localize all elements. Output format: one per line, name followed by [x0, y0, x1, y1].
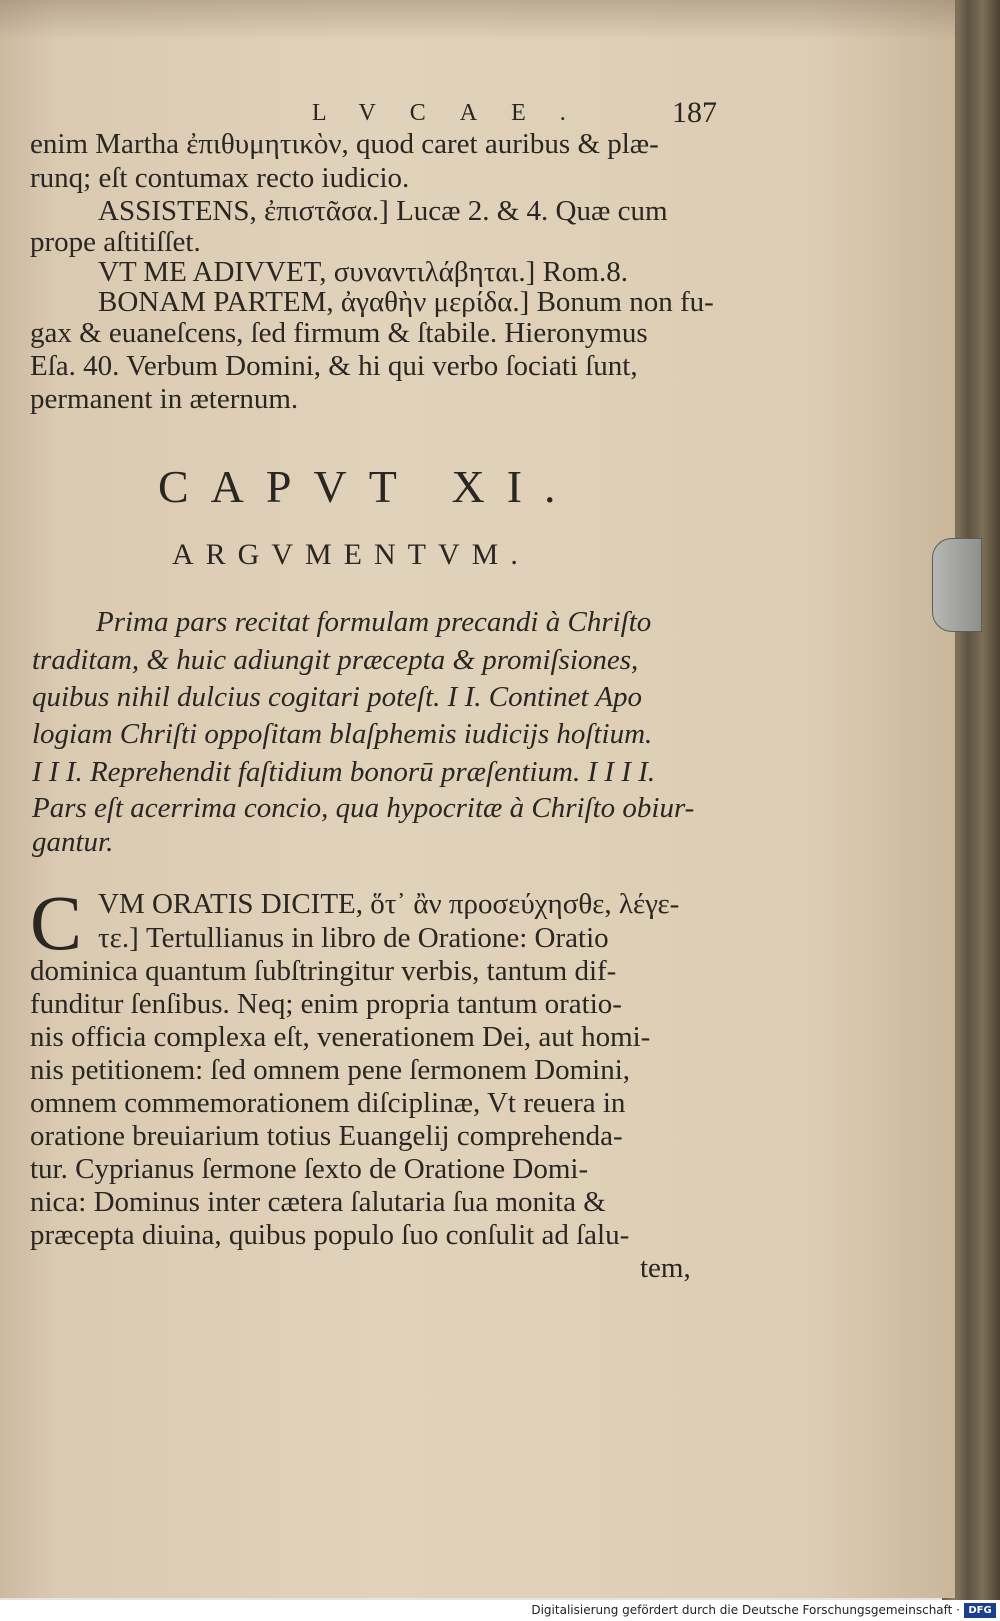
text-line: prope aſtitiſſet. [30, 226, 201, 258]
text-line: funditur ſenſibus. Neq; enim propria tantum oratio- [30, 988, 622, 1020]
argumentum-line: Pars eſt acerrima concio, qua hypocritæ à Chriſto obiur- [32, 792, 695, 824]
footer-bar [0, 1600, 1000, 1621]
text-line: gax & euaneſcens, ſed firmum & ſtabile. Hieronymus [30, 317, 648, 349]
text-line: permanent in æternum. [30, 383, 299, 415]
argumentum-line: quibus nihil dulcius cogitari poteſt. I I. Continet Apo [32, 681, 643, 713]
argumentum-line: traditam, & huic adiungit præcepta & promiſsiones, [32, 644, 639, 676]
argumentum-line: gantur. [32, 826, 114, 858]
text-line: nis officia complexa eſt, venerationem Dei, aut homi- [30, 1021, 651, 1053]
text-line: ASSISTENS, ἐπιστᾶσα.] Lucæ 2. & 4. Quæ cum [98, 195, 668, 227]
drop-cap: C [30, 879, 83, 966]
text-line: tur. Cyprianus ſermone ſexto de Oratione Domi- [30, 1153, 589, 1185]
page-number: 187 [672, 96, 717, 129]
text-line: τε.] Tertullianus in libro de Oratione: Oratio [98, 922, 609, 954]
text-line: dominica quantum ſubſtringitur verbis, tantum dif- [30, 955, 617, 987]
argumentum-line: I I I. Reprehendit faſtidium bonorū præſentium. I I I I. [32, 756, 656, 788]
bookmark-tab [932, 538, 982, 632]
text-line: nica: Dominus inter cætera ſalutaria ſua monita & [30, 1186, 606, 1218]
argumentum-line: Prima pars recitat formulam precandi à Chriſto [96, 606, 652, 638]
text-line: oratione breuiarium totius Euangelij comprehenda- [30, 1120, 623, 1152]
argumentum-title: ARGVMENTVM. [172, 538, 530, 571]
text-line: VT ME ADIVVET, συναντιλάβηται.] Rom.8. [98, 256, 628, 288]
dfg-logo: DFG [964, 1603, 996, 1618]
text-line: nis petitionem: ſed omnem pene ſermonem Domini, [30, 1054, 631, 1086]
text-line: Eſa. 40. Verbum Domini, & hi qui verbo ſociati ſunt, [30, 350, 638, 382]
text-line: enim Martha ἐπιθυμητικὸν, quod caret auribus & plæ- [30, 128, 659, 160]
text-line: BONAM PARTEM, ἀγαθὴν μερίδα.] Bonum non fu- [98, 286, 714, 318]
text-line: tem, [640, 1252, 691, 1284]
text-line: omnem commemorationem diſciplinæ, Vt reuera in [30, 1087, 626, 1119]
text-line: runq; eſt contumax recto iudicio. [30, 162, 410, 194]
footer-credit: Digitalisierung gefördert durch die Deutsche Forschungsgemeinschaft · [531, 1603, 960, 1617]
chapter-title: CAPVT XI. [158, 461, 578, 512]
argumentum-line: logiam Chriſti oppoſitam blaſphemis iudicijs hoſtium. [32, 718, 653, 750]
running-head: LVCAE. [312, 100, 600, 126]
text-line: VM ORATIS DICITE, ὅτ᾽ ἂν προσεύχησθε, λέγε- [98, 888, 680, 920]
page-shadow [0, 0, 955, 40]
text-line: præcepta diuina, quibus populo ſuo conſulit ad ſalu- [30, 1219, 630, 1251]
